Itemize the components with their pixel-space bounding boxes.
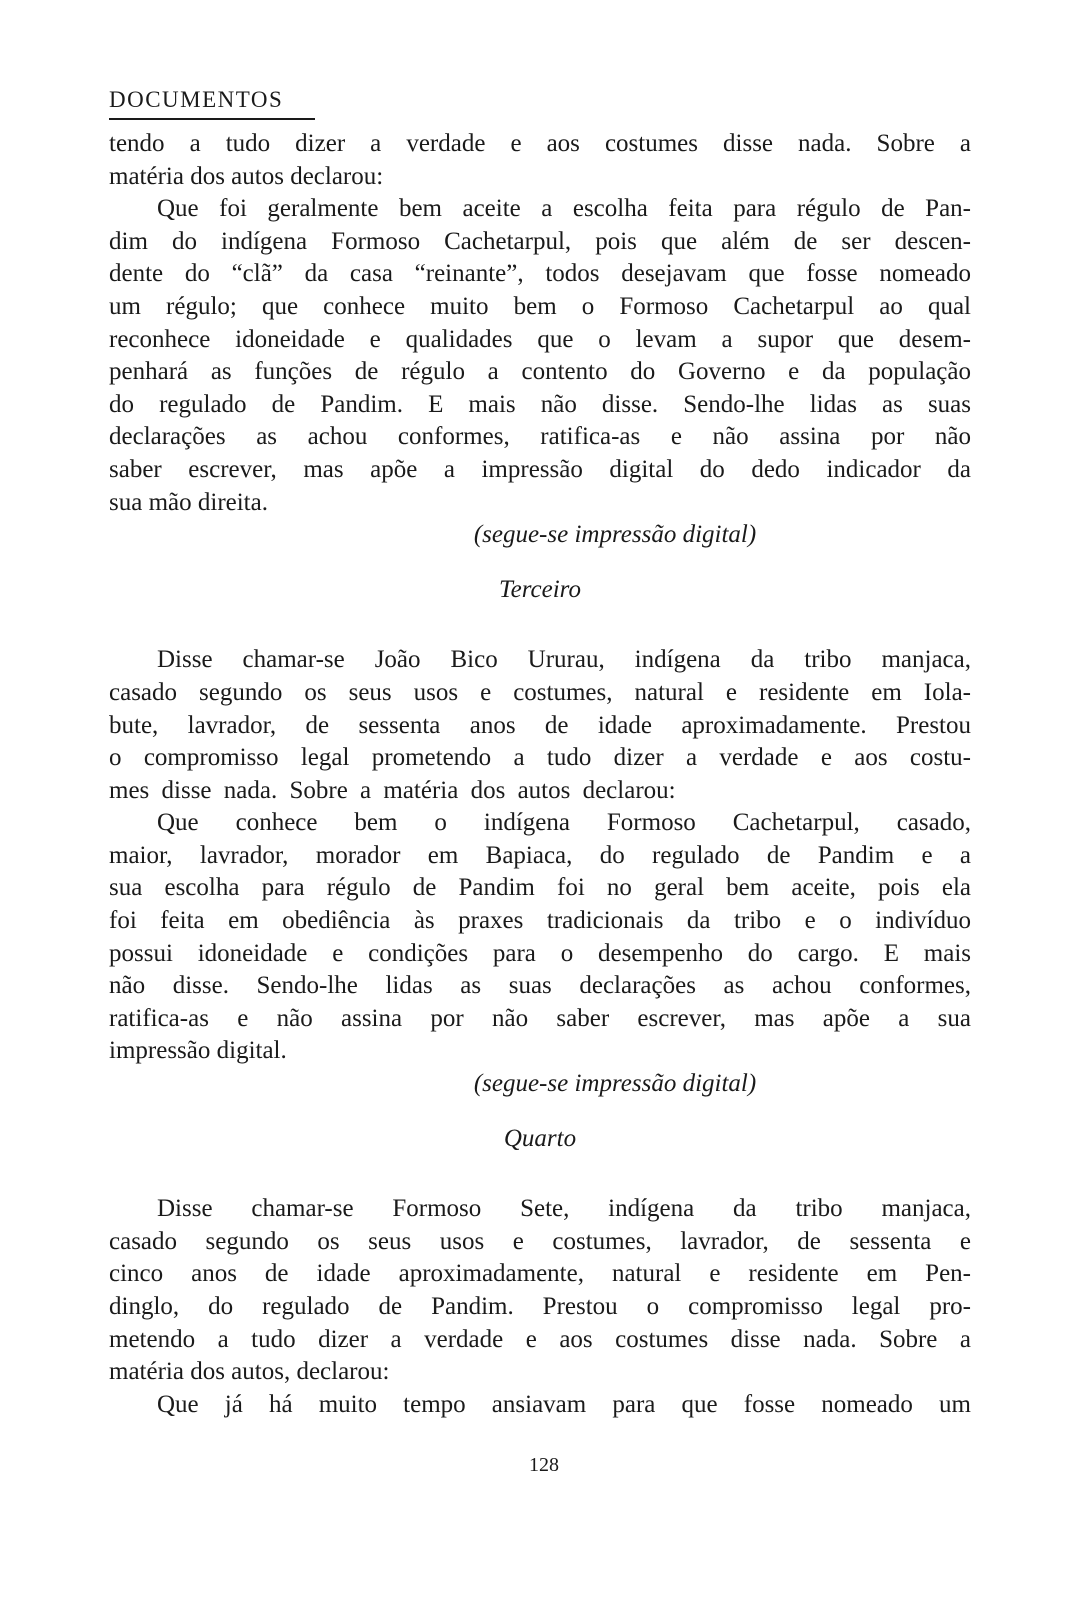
text-line: casado segundo os seus usos e costumes, natural e residente em Iola- bbox=[109, 678, 971, 706]
text-line: bute, lavrador, de sessenta anos de idade aproximadamente. Prestou bbox=[109, 711, 971, 739]
text-line: declarações as achou conformes, ratifica-as e não assina por não bbox=[109, 423, 971, 451]
witness-heading-quarto: Quarto bbox=[503, 1124, 577, 1152]
text-line: dim do indígena Formoso Cachetarpul, pois que além de ser descen- bbox=[109, 227, 971, 255]
text-line: sua escolha para régulo de Pandim foi no geral bem aceite, pois ela bbox=[109, 874, 971, 902]
text-line: o compromisso legal prometendo a tudo dizer a verdade e aos costu- bbox=[109, 744, 971, 772]
text-line: um régulo; que conhece muito bem o Formoso Cachetarpul ao qual bbox=[109, 292, 971, 320]
text-line: saber escrever, mas apõe a impressão digital do dedo indicador da bbox=[109, 455, 971, 483]
text-line: foi feita em obediência às praxes tradicionais da tribo e o indivíduo bbox=[109, 907, 971, 935]
text-line: não disse. Sendo-lhe lidas as suas declarações as achou conformes, bbox=[109, 972, 971, 1000]
text-line: mes disse nada. Sobre a matéria dos autos declarou: bbox=[109, 776, 676, 804]
text-line: matéria dos autos, declarou: bbox=[109, 1358, 390, 1386]
text-line: Que conhece bem o indígena Formoso Cachetarpul, casado, bbox=[157, 809, 971, 837]
text-line: metendo a tudo dizer a verdade e aos costumes disse nada. Sobre a bbox=[109, 1325, 971, 1353]
text-line: tendo a tudo dizer a verdade e aos costumes disse nada. Sobre a bbox=[109, 130, 971, 157]
text-line: sua mão direita. bbox=[109, 488, 268, 516]
text-line: casado segundo os seus usos e costumes, lavrador, de sessenta e bbox=[109, 1227, 971, 1255]
text-line: cinco anos de idade aproximadamente, natural e residente em Pen- bbox=[109, 1260, 971, 1288]
text-line: ratifica-as e não assina por não saber escrever, mas apõe a sua bbox=[109, 1004, 971, 1032]
text-line: penhará as funções de régulo a contento do Governo e da população bbox=[109, 358, 971, 386]
witness-heading-terceiro: Terceiro bbox=[499, 575, 581, 603]
text-line: dente do “clã” da casa “reinante”, todos desejavam que fosse nomeado bbox=[109, 260, 971, 288]
text-line: do regulado de Pandim. E mais não disse. Sendo-lhe lidas as suas bbox=[109, 390, 971, 418]
page-number: 128 bbox=[529, 1454, 559, 1476]
text-line: reconhece idoneidade e qualidades que o levam a supor que desem- bbox=[109, 325, 971, 353]
text-line: dinglo, do regulado de Pandim. Prestou o compromisso legal pro- bbox=[109, 1293, 971, 1320]
fingerprint-note: (segue-se impressão digital) bbox=[473, 521, 757, 549]
text-line: possui idoneidade e condições para o desempenho do cargo. E mais bbox=[109, 939, 971, 967]
text-line: Disse chamar-se João Bico Ururau, indígena da tribo manjaca, bbox=[157, 646, 971, 674]
text-line: Disse chamar-se Formoso Sete, indígena da tribo manjaca, bbox=[157, 1195, 971, 1223]
text-line: Que foi geralmente bem aceite a escolha feita para régulo de Pan- bbox=[157, 195, 971, 223]
text-line: impressão digital. bbox=[109, 1037, 287, 1065]
document-body bbox=[109, 128, 971, 1421]
fingerprint-note: (segue-se impressão digital) bbox=[473, 1070, 757, 1098]
text-line: maior, lavrador, morador em Bapiaca, do regulado de Pandim e a bbox=[109, 841, 971, 869]
section-header: DOCUMENTOS bbox=[109, 86, 315, 120]
text-line: Que já há muito tempo ansiavam para que fosse nomeado um bbox=[157, 1390, 971, 1418]
text-line: matéria dos autos declarou: bbox=[109, 162, 384, 190]
